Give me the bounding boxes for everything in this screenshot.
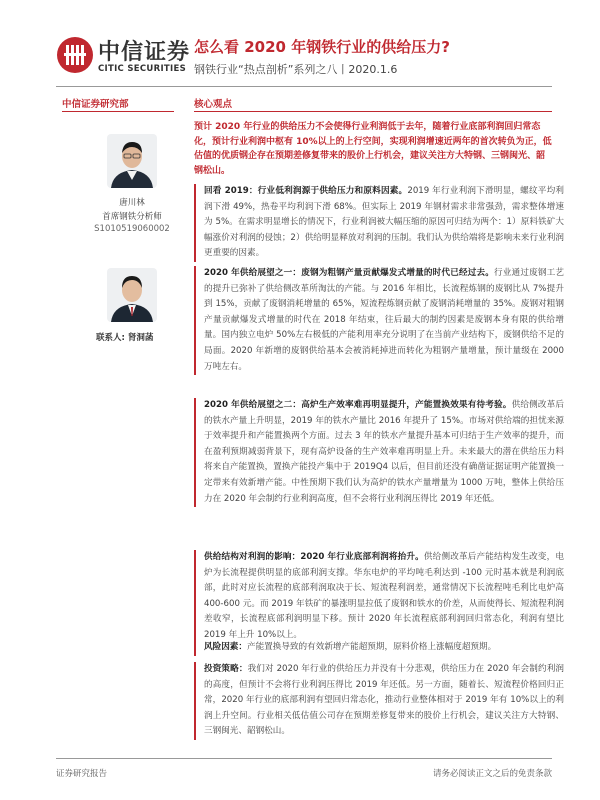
report-title: 怎么看 2020 年钢铁行业的供给压力?	[194, 38, 450, 56]
left-heading-rule	[62, 111, 174, 112]
section-title: 供给结构对利润的影响：2020 年行业底部利润将抬升。	[204, 552, 424, 562]
contact-avatar	[107, 268, 157, 322]
section-text	[204, 398, 564, 507]
right-heading-rule	[194, 111, 552, 112]
section-text	[204, 662, 564, 740]
section-text	[204, 640, 564, 656]
section-text	[204, 184, 564, 262]
citic-logo-icon	[56, 36, 94, 74]
analyst-license-id: S1010519060002	[94, 224, 170, 234]
section-body: 供给侧改革后产能结构发生改变，电炉为长流程提供明显的底部利润支撑。华东电炉的平均吨毛利达到 -100 元时基本就是利润底部，此时对应长流程的底部利润取决于长、短流程利润差，通常情况下长流程吨毛利比电炉高 400-600 元。而 2019 年铁矿的暴涨明显拉低了废钢和铁水的价差，从而使得长、短流程利润差收窄，长流程底部利润明显下移。预计 2020 年长流程底部利润回归常态化，利润有望比 2019 年上升 10%以上。	[204, 552, 564, 640]
section-title: 2020 年供给展望之二：高炉生产效率难再明显提升，产能置换效果有待考验。	[204, 400, 512, 410]
section-review-2019	[194, 184, 564, 262]
footer-disclaimer: 请务必阅读正文之后的免责条款	[432, 769, 552, 779]
section-investment-strategy	[194, 662, 564, 740]
section-text	[204, 550, 564, 644]
section-supply-outlook-2	[194, 398, 564, 507]
section-body: 我们对 2020 年行业的供给压力并没有十分悲观，供给压力在 2020 年会制约利润的高度，但预计不会将行业利润压得比 2019 年还低。另一方面，随着长、短流程价格回归正常，2020 年行业的底部利润有望回归常态化，推动行业整体相对于 2019 年有 10%以上的利润上升空间。行业相关低估值公司存在预期差修复带来的股价上行机会，建议关注方大特钢、三钢闽光、韶钢松山。	[204, 664, 564, 737]
section-text	[204, 266, 564, 375]
logo-text-cn: 中信证券	[98, 40, 191, 65]
summary-paragraph: 预计 2020 年行业的供给压力不会使得行业利润低于去年，随着行业底部利润回归常态化，预计行业利润中枢有 10%以上的上行空间，实现利润增速近两年的首次转负为正，低估值的优质钢企存在预期差修复带来的股价上行机会，建议关注方大特钢、三钢闽光、韶钢松山。	[194, 122, 552, 176]
section-body: 2019 年行业利润下滑明显，螺纹平均利润下滑 49%，热卷平均利润下滑 68%。但实际上 2019 年钢材需求非常强劲，需求整体增速为 5%。在需求明显增长的情况下，行业利润被大幅压缩的原因可归结为两个：1）原料铁矿大幅涨价对利润的侵蚀；2）供给明显释放对利润的压制。我们认为供给端将是影响未来行业利润更重要的因素。	[204, 186, 564, 259]
section-body: 供给侧改革后的铁水产量上升明显，2019 年的铁水产量比 2016 年提升了 15%。市场对供给端的担忧来源于效率提升和产能置换两个方面。过去 3 年的铁水产量提升基本可归结于生产效率的提升，而在盈利预期减弱背景下，现有高炉设备的生产效率难再明显上升。未来最大的潜在供给压力料将来自产能置换，置换产能投产集中于 2019Q4 以后，但目前还没有确凿证据证明产能置换一定带来有效新增产能。中性预期下我们认为高炉的铁水产量增量为 1000 万吨，整体上供给压力在 2020 年会制约行业利润高度，但不会将行业利润压得比 2019 年还低。	[204, 400, 564, 504]
section-risk-factors	[194, 640, 564, 656]
contact-label: 联系人:	[96, 333, 125, 343]
section-title: 风险因素：	[204, 642, 247, 652]
section-title: 回看 2019：行业低利润源于供给压力和原料因素。	[204, 186, 408, 196]
section-title: 2020 年供给展望之一：废钢为粗钢产量贡献爆发式增量的时代已经过去。	[204, 268, 495, 278]
footer-report-type: 证券研究报告	[56, 769, 108, 779]
contact-name: 肾洞菡	[127, 333, 154, 343]
core-views-heading: 核心观点	[194, 99, 233, 110]
analyst-avatar	[107, 134, 157, 188]
report-subtitle: 钢铁行业“热点剖析”系列之八丨2020.1.6	[194, 63, 398, 76]
footer-divider	[56, 758, 552, 759]
research-dept-heading: 中信证券研究部	[62, 99, 129, 110]
logo-text-en: CITIC SECURITIES	[98, 64, 187, 74]
section-body: 行业通过废钢工艺的提升已弥补了供给侧改革所淘汰的产能。与 2016 年相比，长流程炼钢的废钢比从 7%提升到 15%，贡献了废钢消耗增量的 65%，短流程炼钢贡献了废钢消耗增量的 35%。废钢对粗钢产量贡献爆发式增量的时代在 2018 年结束，往后最大的制约因素是废钢本身有限的供给增量。国内独立电炉 50%左右极低的产能利用率充分说明了在当前产业结构下，废钢供给不足的局面。2020 年新增的废钢供给基本会被消耗掉进而转化为粗钢产量增量，预计量级在 2000 万吨左右。	[204, 268, 564, 372]
section-title: 投资策略：	[204, 664, 248, 674]
section-supply-outlook-1	[194, 266, 564, 375]
contact-line	[96, 331, 153, 343]
section-body: 产能置换导致的有效新增产能超预期，原料价格上涨幅度超预期。	[246, 642, 497, 652]
header-divider	[56, 86, 552, 87]
section-profit-structure	[194, 550, 564, 644]
analyst-name: 唐川林	[119, 198, 145, 208]
analyst-title: 首席钢铁分析师	[102, 212, 162, 222]
